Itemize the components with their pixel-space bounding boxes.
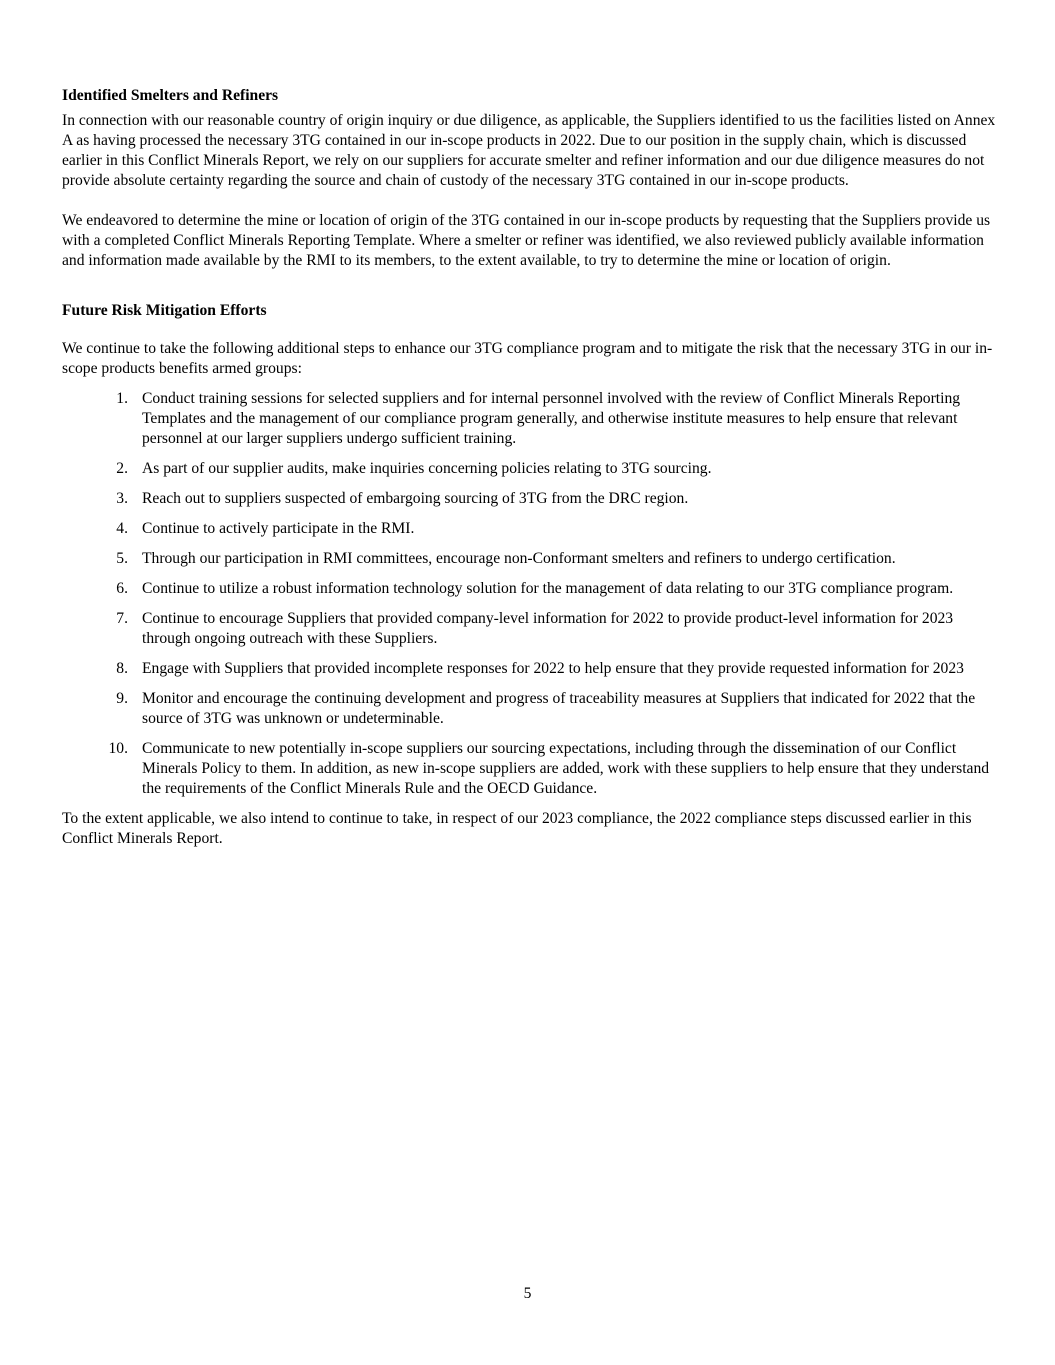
steps-list bbox=[62, 389, 997, 799]
list-item-number: 6. bbox=[116, 580, 128, 597]
list-item-text: Continue to encourage Suppliers that provided company-level information for 2022 to provide product-level information for 2023 through ongoing outreach with these Suppliers. bbox=[142, 610, 954, 647]
section-heading-smelters: Identified Smelters and Refiners bbox=[62, 87, 279, 104]
list-item bbox=[62, 659, 997, 679]
list-item-text: Continue to utilize a robust information technology solution for the management of data relating to our 3TG compliance program. bbox=[142, 580, 954, 597]
list-item-number: 5. bbox=[116, 550, 128, 567]
list-item bbox=[62, 459, 997, 479]
list-item bbox=[62, 739, 997, 799]
paragraph-mine-origin: We endeavored to determine the mine or location of origin of the 3TG contained in our in-scope products by requesting that the Suppliers provide us with a completed Conflict Minerals Reporting Template. Where a smelter or refiner was identified, we also reviewed publicly available information and information made available by the RMI to its members, to the extent available, to try to determine the mine or location of origin. bbox=[62, 212, 991, 269]
list-item bbox=[62, 549, 997, 569]
list-item-number: 10. bbox=[108, 740, 128, 757]
list-item bbox=[62, 609, 997, 649]
list-item-text: As part of our supplier audits, make inquiries concerning policies relating to 3TG sourcing. bbox=[142, 460, 712, 477]
list-item-number: 2. bbox=[116, 460, 128, 477]
list-item-number: 7. bbox=[116, 610, 128, 627]
list-item-text: Communicate to new potentially in-scope suppliers our sourcing expectations, including through the dissemination of our Conflict Minerals Policy to them. In addition, as new in-scope suppliers are added, work with these suppliers to help ensure that they understand the requirements of the Conflict Minerals Rule and the OECD Guidance. bbox=[142, 740, 990, 797]
list-item bbox=[62, 689, 997, 729]
paragraph-steps-intro: We continue to take the following additional steps to enhance our 3TG compliance program and to mitigate the risk that the necessary 3TG in our in-scope products benefits armed groups: bbox=[62, 340, 993, 377]
list-item-text: Continue to actively participate in the RMI. bbox=[142, 520, 415, 537]
list-item-text: Monitor and encourage the continuing development and progress of traceability measures at Suppliers that indicated for 2022 that the source of 3TG was unknown or undeterminable. bbox=[142, 690, 976, 727]
list-item-text: Conduct training sessions for selected suppliers and for internal personnel involved with the review of Conflict Minerals Reporting Templates and the management of our compliance program generally, and otherwise institute measures to help ensure that relevant personnel at our larger suppliers undergo sufficient training. bbox=[142, 390, 961, 447]
list-item bbox=[62, 389, 997, 449]
list-item-number: 9. bbox=[116, 690, 128, 707]
list-item-text: Through our participation in RMI committees, encourage non-Conformant smelters and refiners to undergo certification. bbox=[142, 550, 896, 567]
list-item-number: 1. bbox=[116, 390, 128, 407]
page-number: 5 bbox=[523, 1285, 532, 1302]
paragraph-smelters-identified: In connection with our reasonable country of origin inquiry or due diligence, as applicable, the Suppliers identified to us the facilities listed on Annex A as having processed the necessary 3TG contained in our in-scope products in 2022. Due to our position in the supply chain, which is discussed earlier in this Conflict Minerals Report, we rely on our suppliers for accurate smelter and refiner information and our due diligence measures do not provide absolute certainty regarding the source and chain of custody of the necessary 3TG contained in our in-scope products. bbox=[62, 112, 996, 189]
list-item-number: 8. bbox=[116, 660, 128, 677]
list-item bbox=[62, 579, 997, 599]
document-page bbox=[62, 86, 997, 849]
list-item-number: 4. bbox=[116, 520, 128, 537]
list-item bbox=[62, 519, 997, 539]
list-item-text: Reach out to suppliers suspected of embargoing sourcing of 3TG from the DRC region. bbox=[142, 490, 689, 507]
list-item bbox=[62, 489, 997, 509]
section-heading-risk-mitigation: Future Risk Mitigation Efforts bbox=[62, 302, 267, 319]
paragraph-closing: To the extent applicable, we also intend to continue to take, in respect of our 2023 compliance, the 2022 compliance steps discussed earlier in this Conflict Minerals Report. bbox=[62, 810, 972, 847]
list-item-text: Engage with Suppliers that provided incomplete responses for 2022 to help ensure that they provide requested information for 2023 bbox=[142, 660, 964, 677]
list-item-number: 3. bbox=[116, 490, 128, 507]
